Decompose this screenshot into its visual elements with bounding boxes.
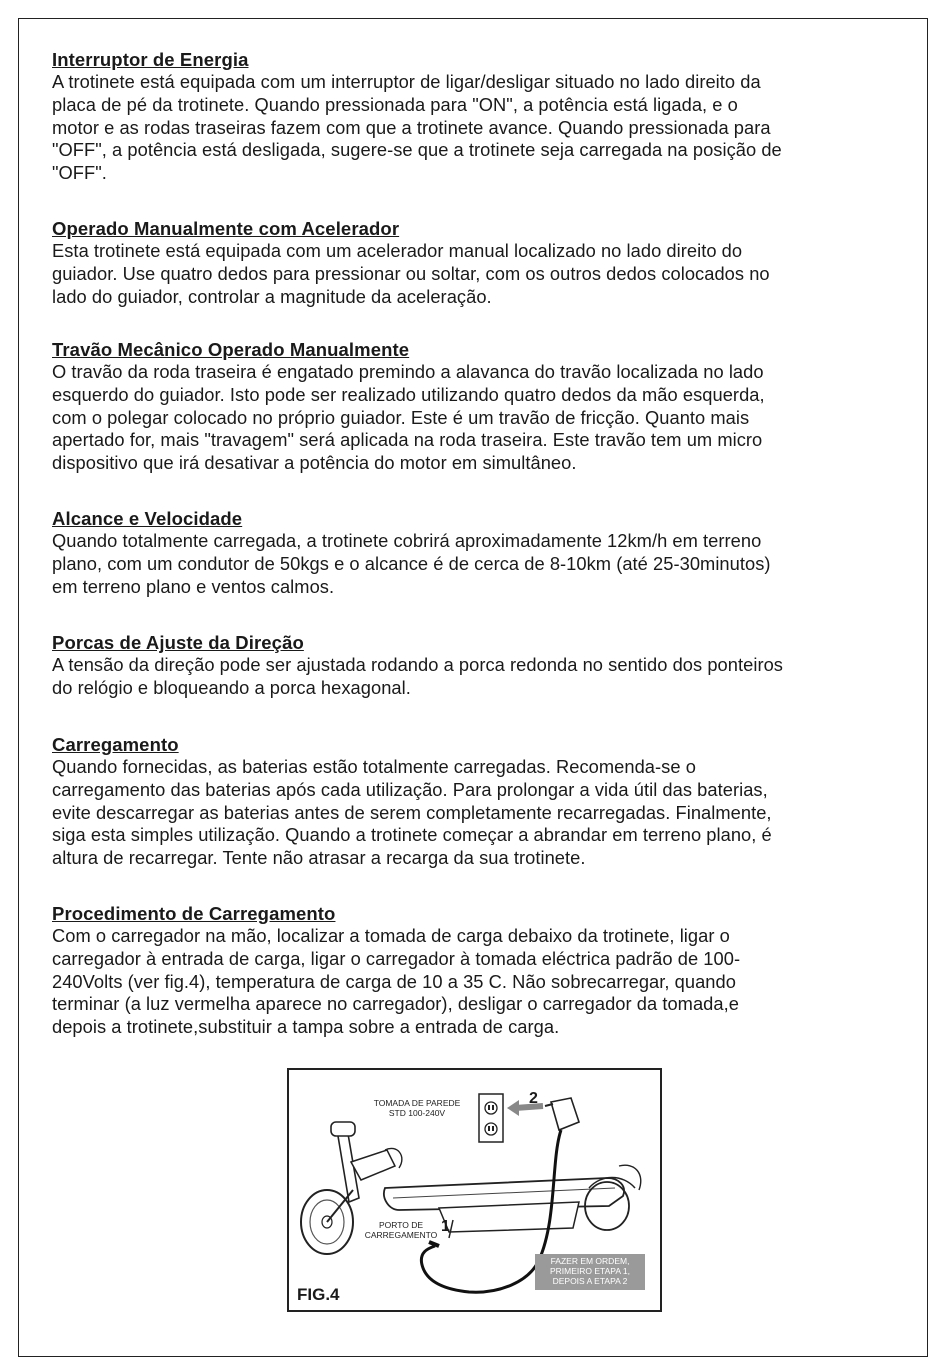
figure-caption: FIG.4 [297,1285,340,1304]
section-heading: Carregamento [52,734,179,755]
charging-port-label [363,1220,439,1240]
section-power-switch [52,48,902,185]
section-throttle [52,217,902,308]
wall-outlet-label-line: TOMADA DE PAREDE [373,1098,461,1108]
paragraph-line: altura de recarregar. Tente não atrasar a recarga da sua trotinete. [52,847,586,869]
paragraph-line: 240Volts (ver fig.4), temperatura de carga de 10 a 35 C. Não sobrecarregar, quando [52,970,736,992]
charging-port-label-line: PORTO DE [378,1220,424,1230]
order-note-line: FAZER EM ORDEM, [550,1256,630,1266]
paragraph-line: placa de pé da trotinete. Quando pressionada para "ON", a potência está ligada, e o [52,93,738,115]
figure-charging-diagram [287,1068,662,1312]
paragraph-line: motor e as rodas traseiras fazem com que a trotinete avance. Quando pressionada para [52,116,771,138]
section-charging [52,733,902,870]
paragraph-line: plano, com um condutor de 50kgs e o alcance é de cerca de 8-10km (até 25-30minutos) [52,552,771,574]
paragraph-line: Esta trotinete está equipada com um acelerador manual localizado no lado direito do [52,240,743,261]
paragraph-line: O travão da roda traseira é engatado premindo a alavanca do travão localizada no lado [52,361,764,382]
paragraph-line: carregamento das baterias após cada utilização. Para prolongar a vida útil das baterias, [52,778,768,800]
paragraph-line: esquerdo do guiador. Isto pode ser realizado utilizando quatro dedos da mão esquerda, [52,383,765,405]
section-heading: Alcance e Velocidade [52,508,243,529]
charging-port-label-line: CARREGAMENTO [364,1230,438,1240]
paragraph-line: siga esta simples utilização. Quando a trotinete começar a abrandar em terreno plano, é [52,824,772,846]
section-heading: Travão Mecânico Operado Manualmente [52,339,410,360]
paragraph-line: "OFF". [52,162,107,184]
paragraph-line: "OFF", a potência está desligada, sugere-se que a trotinete seja carregada na posição de [52,139,782,161]
paragraph-line: A tensão da direção pode ser ajustada rodando a porca redonda no sentido dos ponteiros [52,654,783,675]
paragraph-line: evite descarregar as baterias antes de serem completamente recarregadas. Finalmente, [52,801,772,823]
paragraph-line: com o polegar colocado no próprio guiador. Este é um travão de fricção. Quanto mais [52,406,750,428]
paragraph-line: dispositivo que irá desativar a potência do motor em simultâneo. [52,452,577,474]
wall-outlet-label-line: STD 100-240V [388,1108,446,1118]
section-heading: Porcas de Ajuste da Direção [52,632,304,653]
section-charging-procedure [52,902,902,1039]
section-heading: Interruptor de Energia [52,49,249,70]
paragraph-line: Quando fornecidas, as baterias estão totalmente carregadas. Recomenda-se o [52,756,696,777]
order-note-line: DEPOIS A ETAPA 2 [552,1276,628,1286]
step-1-number: 1 [441,1218,450,1235]
section-brake [52,338,902,475]
paragraph-line: terminar (a luz vermelha aparece no carregador), desligar o carregador da tomada,e [52,993,739,1015]
section-steering-nuts [52,631,902,700]
paragraph-line: do relógio e bloqueando a porca hexagonal. [52,676,411,698]
paragraph-line: lado do guiador, controlar a magnitude da aceleração. [52,285,492,307]
paragraph-line: Com o carregador na mão, localizar a tomada de carga debaixo da trotinete, ligar o [52,925,730,946]
wall-outlet-label [361,1098,473,1118]
section-heading: Operado Manualmente com Acelerador [52,218,400,239]
order-note-line: PRIMEIRO ETAPA 1, [550,1266,630,1276]
paragraph-line: Quando totalmente carregada, a trotinete cobrirá aproximadamente 12km/h em terreno [52,530,762,551]
paragraph-line: em terreno plano e ventos calmos. [52,575,335,597]
step-2-number: 2 [529,1090,538,1107]
paragraph-line: depois a trotinete,substituir a tampa sobre a entrada de carga. [52,1016,560,1038]
section-range-speed [52,507,902,598]
paragraph-line: guiador. Use quatro dedos para pressionar ou soltar, com os outros dedos colocados no [52,262,770,284]
order-note-box [535,1254,645,1290]
paragraph-line: carregador à entrada de carga, ligar o carregador à tomada eléctrica padrão de 100- [52,947,741,969]
paragraph-line: A trotinete está equipada com um interruptor de ligar/desligar situado no lado direito da [52,71,761,92]
paragraph-line: apertado for, mais "travagem" será aplicada na roda traseira. Este travão tem um micro [52,429,763,451]
section-heading: Procedimento de Carregamento [52,903,336,924]
